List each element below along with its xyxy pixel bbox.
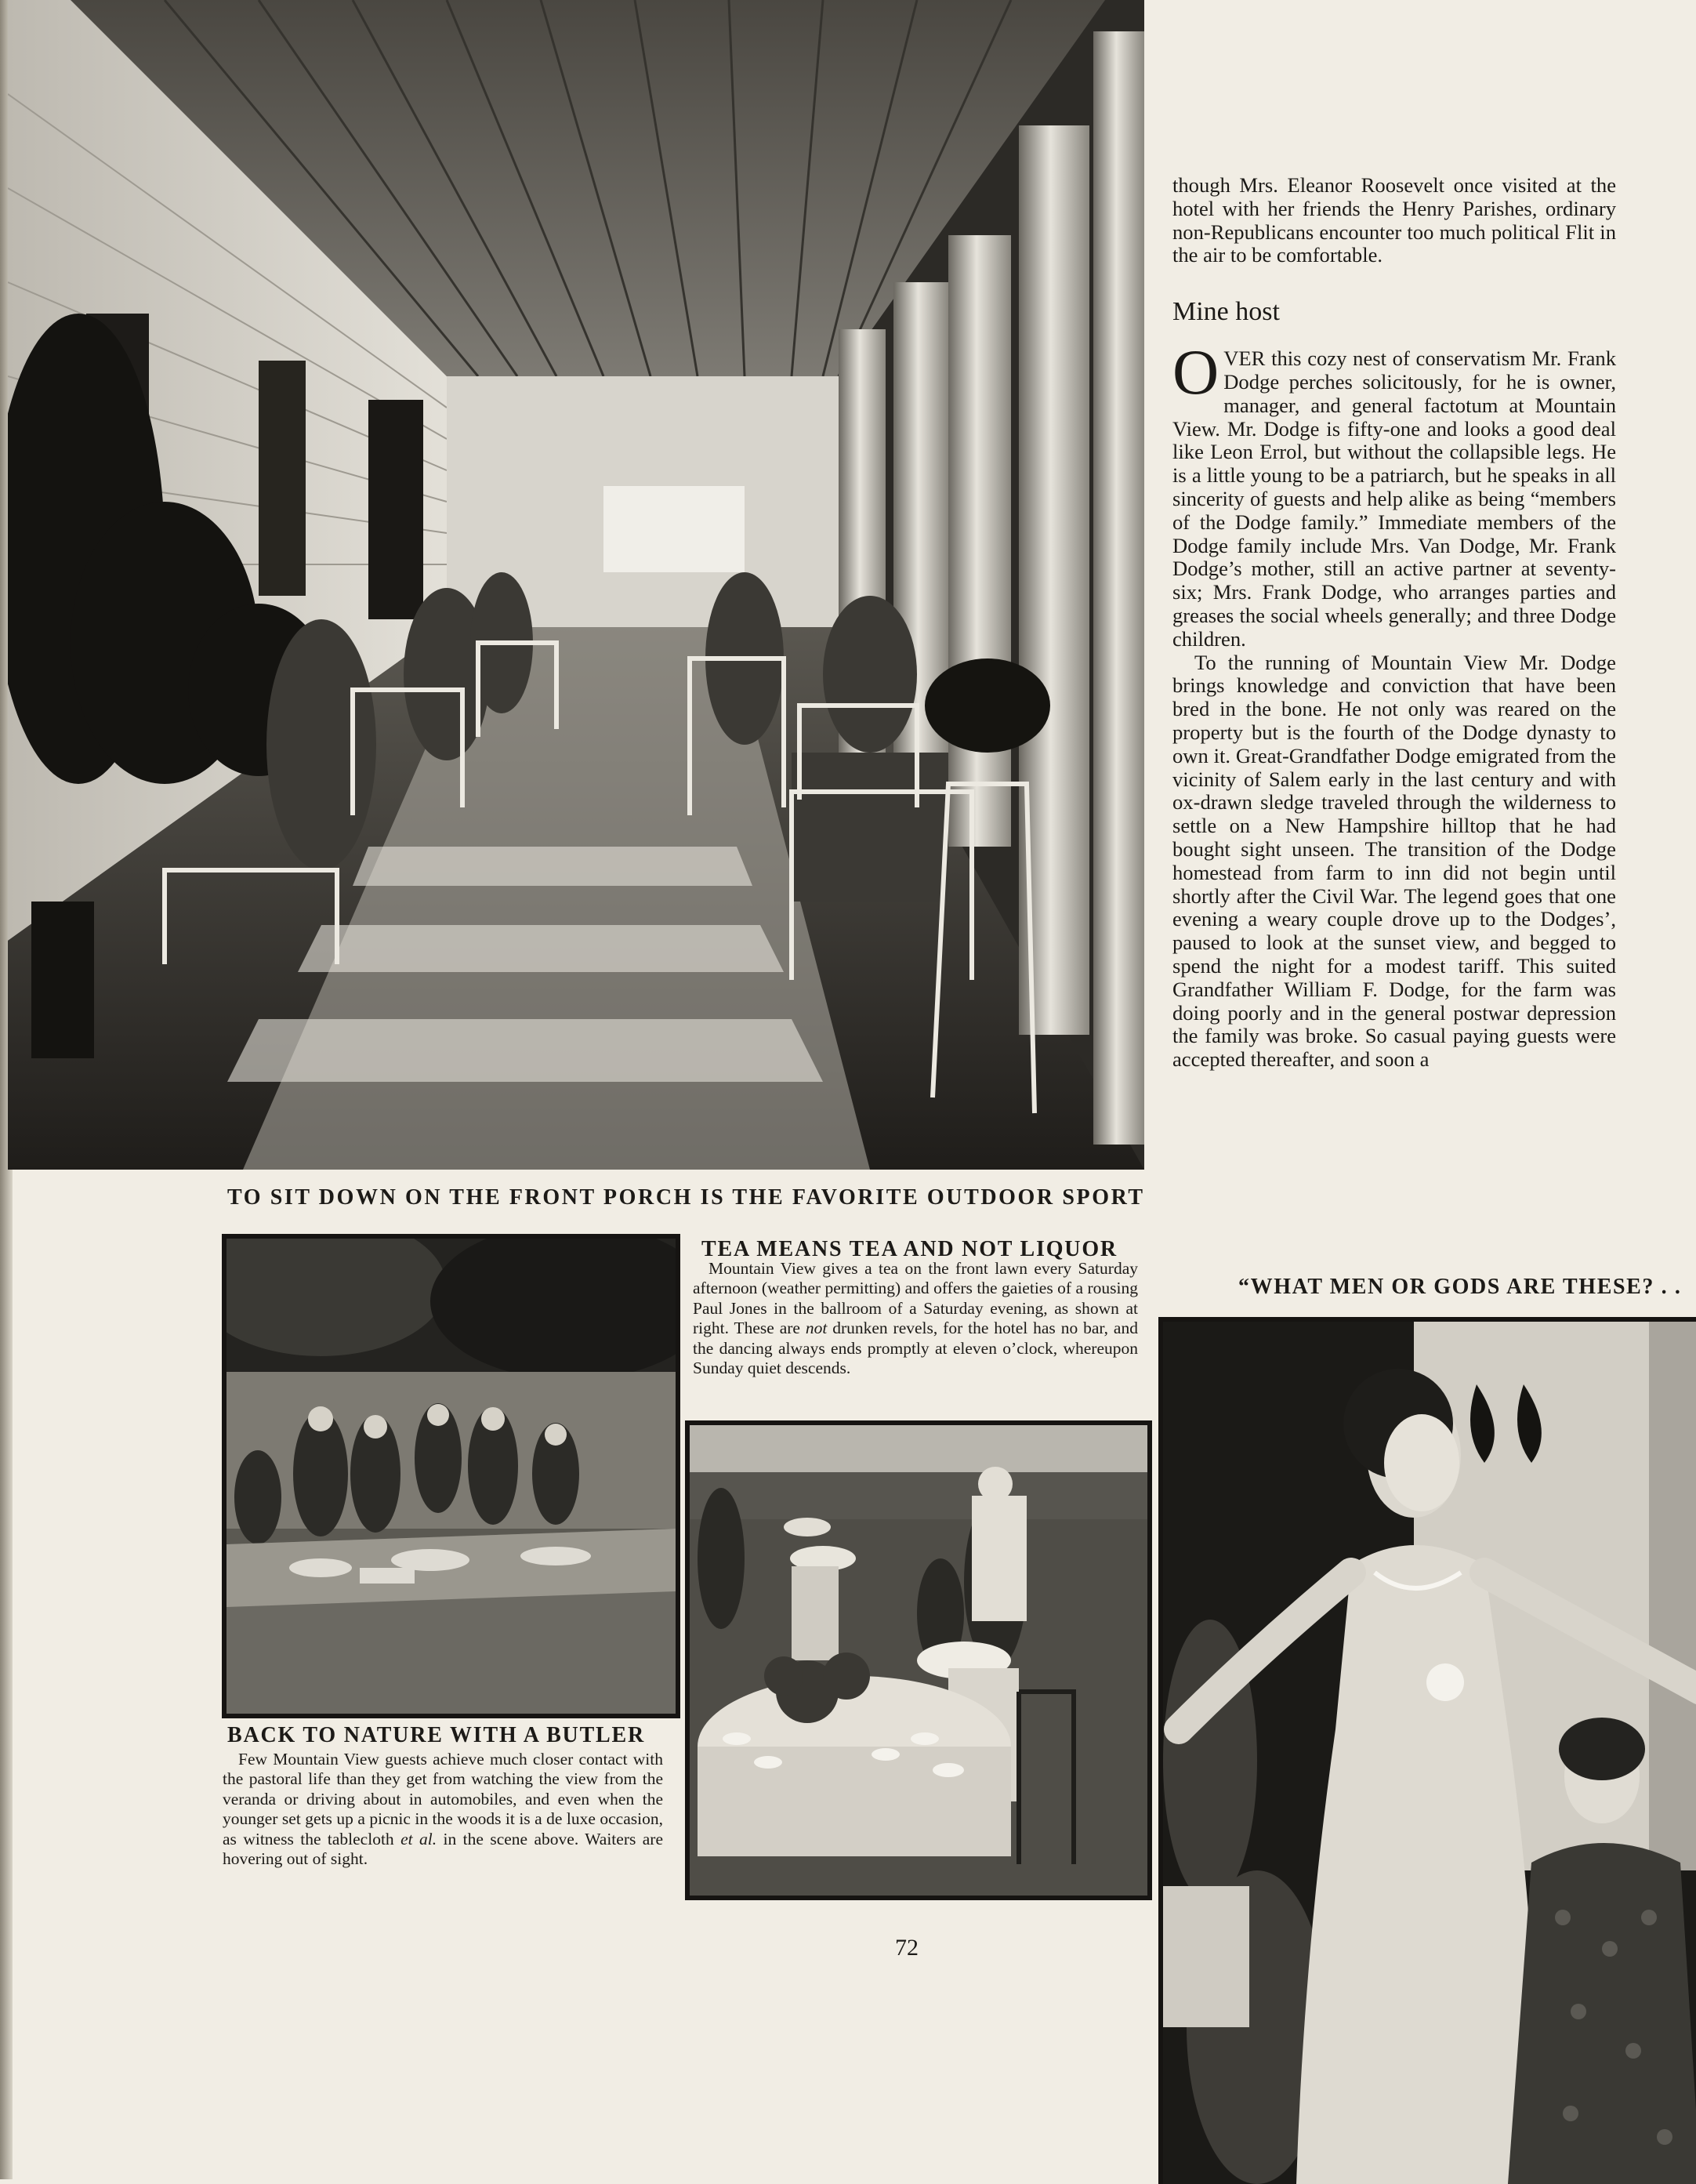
article-paragraph-1-text: VER this cozy nest of conservatism Mr. Frank Dodge perches solicitously, for he is owner, manager, and general factotum at Mountain View. Mr. Dodge is fifty-one and looks a good deal like Leon Errol, but without the collapsible legs. He is a little young to be a patriarch, but he speaks in all sincerity of guests and help alike as being “members of the Dodge family.” Immediate members of the Dodge family include Mrs. Van Dodge, Mr. Frank Dodge’s mother, still an active partner at seventy-six; Mrs. Frank Dodge, who arranges parties and greases the social wheels generally; and three Dodge children. (1172, 346, 1616, 651)
tea-caption-body-b: drunken revels, for the hotel has no bar, and the dancing always ends promptly at eleven o’clock, whereupon Sunday quiet descends. (693, 1319, 1138, 1378)
picnic-caption-title: BACK TO NATURE WITH A BUTLER (227, 1723, 646, 1747)
article-intro-paragraph: though Mrs. Eleanor Roosevelt once visited at the hotel with her friends the Henry Parishes, ordinary non-Republicans encounter too much political Flit in the air to be comfortable. (1172, 173, 1616, 267)
porch-photo-caption: TO SIT DOWN ON THE FRONT PORCH IS THE FAVORITE OUTDOOR SPORT (227, 1185, 1145, 1210)
dance-photo-illustration (1163, 1322, 1696, 2184)
tea-photo-illustration (690, 1425, 1147, 1896)
picnic-caption-body-a: Few Mountain View guests achieve much closer contact with the pastoral life than they get from watching the view from the veranda or driving about in automobiles, and even when the younger set gets up a picnic in the woods it is a de luxe occasion, as witness the tablecloth (223, 1750, 663, 1848)
article-paragraph-1 (1172, 336, 1616, 651)
tea-caption-emphasis: not (805, 1319, 828, 1338)
tea-caption-body (693, 1259, 1138, 1378)
tea-caption-title: TEA MEANS TEA AND NOT LIQUOR (701, 1237, 1118, 1261)
tea-caption-body-a: Mountain View gives a tea on the front lawn every Saturday afternoon (weather permitting) and offers the gaieties of a rousing Paul Jones in the ballroom of a Saturday evening, as shown at right. These are (693, 1259, 1138, 1338)
porch-photo (8, 0, 1144, 1170)
picnic-photo (222, 1234, 680, 1718)
article-column (1172, 174, 1616, 1072)
page-number: 72 (895, 1935, 919, 1961)
dance-photo-headline: “WHAT MEN OR GODS ARE THESE? . . (1238, 1275, 1682, 1299)
dance-photo (1158, 1317, 1696, 2184)
picnic-caption-emphasis: et al. (400, 1829, 437, 1848)
picnic-photo-illustration (226, 1239, 676, 1714)
section-heading: Mine host (1172, 297, 1280, 327)
tea-photo (685, 1420, 1152, 1900)
picnic-caption-body (223, 1750, 663, 1869)
drop-cap: O (1172, 336, 1219, 408)
article-paragraph-2: To the running of Mountain View Mr. Dodge brings knowledge and conviction that have been bred in the bone. He not only was reared on the property but is the fourth of the Dodge dynasty to own it. Great-Grandfather Dodge emigrated from the vicinity of Salem early in the last century and with ox-drawn sledge traveled through the wilderness to settle on a New Hampshire hilltop that he had bought sight unseen. The transition of the Dodge homestead from farm to inn did not begin until shortly after the Civil War. The legend goes that one evening a weary couple drove up to the Dodges’, paused to look at the sunset view, and begged to spend the night for a modest tariff. This suited Grandfather William F. Dodge, for the farm was doing poorly and in the general postwar depression the family was broke. So casual paying guests were accepted thereafter, and soon a (1172, 650, 1616, 1072)
porch-photo-illustration (8, 0, 1144, 1170)
picnic-caption-body-b: in the scene above. Waiters are hovering out of sight. (223, 1829, 664, 1869)
